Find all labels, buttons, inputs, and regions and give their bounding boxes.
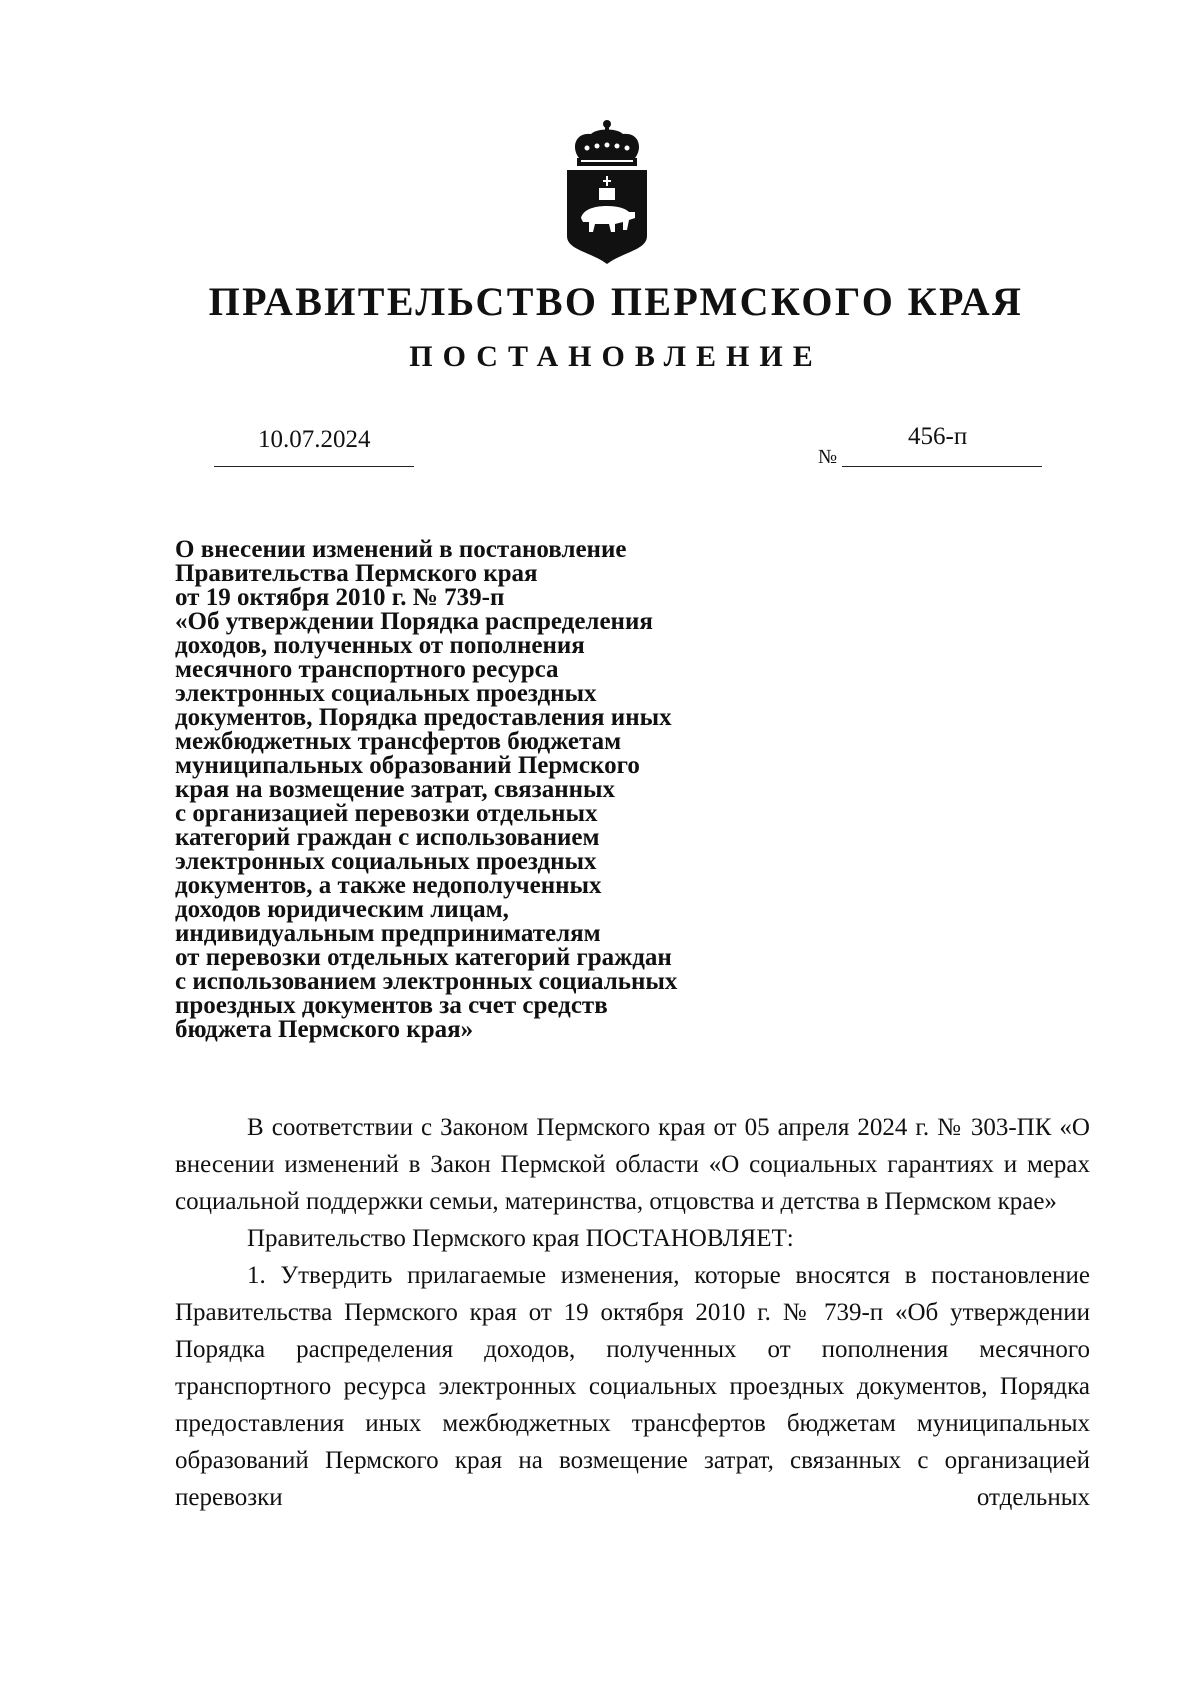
- perm-krai-coat-of-arms-icon: [563, 118, 651, 266]
- crown-icon: [575, 120, 639, 166]
- number-label: №: [818, 446, 838, 468]
- coat-of-arms: [563, 118, 651, 266]
- document-type: ПОСТАНОВЛЕНИЕ: [409, 340, 823, 373]
- date-underline: [214, 466, 414, 467]
- body-paragraph-3: 1. Утвердить прилагаемые изменения, которые вносятся в постановление Правительства Пермского края от 19 октября 2010 г. № 739-п «Об утверждении Порядка распределения доходов, полученных от пополнения месячного транспортного ресурса электронных социальных проездных документов, Порядка предоставления иных межбюджетных трансфертов бюджетам муниципальных образований Пермского края на возмещение затрат, связанных с организацией перевозки отдельных: [175, 1262, 1090, 1511]
- body-paragraph-2: Правительство Пермского края ПОСТАНОВЛЯЕТ:: [247, 1225, 794, 1252]
- body-paragraph-1: В соответствии с Законом Пермского края от 05 апреля 2024 г. № 303-ПК «О внесении изменений в Закон Пермской области «О социальных гарантиях и мерах социальной поддержки семьи, материнства, отцовства и детства в Пермском крае»: [175, 1114, 1090, 1215]
- government-title: ПРАВИТЕЛЬСТВО ПЕРМСКОГО КРАЯ: [208, 279, 1024, 324]
- document-subject: О внесении изменений в постановление Правительства Пермского края от 19 октября 2010 г. № 739-п «Об утверждении Порядка распределения доходов, полученных от пополнения месячного транспортного ресурса электронных социальных проездных документов, Порядка предоставления иных межбюджетных трансфертов бюджетам муниципальных образований Пермского края на возмещение затрат, связанных с организацией перевозки отдельных категорий граждан с использованием электронных социальных проездных документов, а также недополученных доходов юридическим лицам, индивидуальным предпринимателям от перевозки отдельных категорий граждан с использованием электронных социальных проездных документов за счет средств бюджета Пермского края»: [175, 536, 678, 1043]
- document-date: 10.07.2024: [258, 426, 371, 453]
- number-underline: [842, 466, 1042, 467]
- document-number: 456-п: [908, 423, 968, 450]
- document-body: [175, 1109, 1090, 1516]
